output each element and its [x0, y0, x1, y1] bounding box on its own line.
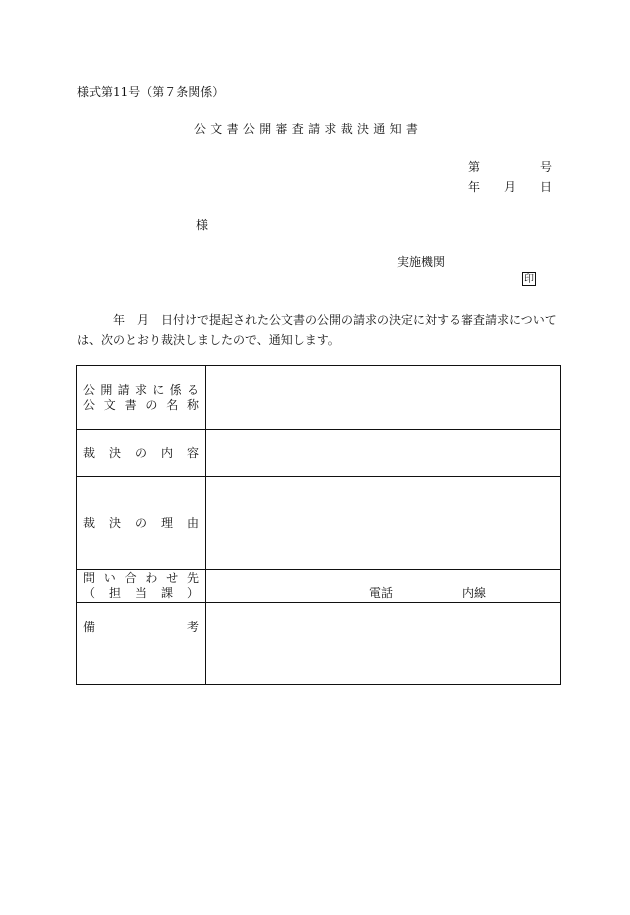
table-row-remarks — [77, 603, 561, 685]
body-text-line2: は、次のとおり裁決しましたので、通知します。 — [77, 333, 340, 347]
label-cell — [77, 603, 206, 685]
decision-content-field[interactable] — [206, 430, 561, 477]
notification-table — [76, 365, 561, 685]
date-month-label: 月 — [504, 180, 517, 194]
document-title: 公文書公開審査請求裁決通知書 — [194, 122, 423, 136]
document-name-field[interactable] — [206, 366, 561, 430]
date-day-label: 日 — [540, 180, 553, 194]
table-row-document-name — [77, 366, 561, 430]
row-label-line: 公文書の名称 — [83, 397, 199, 412]
issuer-label: 実施機関 — [397, 255, 446, 269]
body-text-line1: 日付けで提起された公文書の公開の請求の決定に対する審査請求について — [161, 313, 557, 327]
row-label-line: 裁決の理由 — [83, 515, 199, 530]
row-label-line: 備考 — [83, 620, 199, 634]
telephone-label: 電話 — [369, 586, 394, 600]
form-number: 様式第11号（第７条関係） — [77, 85, 225, 99]
body-month-label: 月 — [137, 313, 150, 327]
table-row-decision-content — [77, 430, 561, 477]
reference-number-suffix: 号 — [540, 160, 553, 174]
label-cell — [77, 570, 206, 603]
body-year-label: 年 — [113, 313, 126, 327]
row-label-line: （担当課） — [83, 586, 199, 600]
decision-reason-field[interactable] — [206, 477, 561, 570]
contact-field[interactable] — [206, 570, 561, 603]
label-cell — [77, 366, 206, 430]
table-row-contact — [77, 570, 561, 603]
reference-number-prefix: 第 — [468, 160, 481, 174]
body-paragraph — [77, 310, 559, 350]
seal-mark: 印 — [524, 274, 534, 285]
label-cell — [77, 430, 206, 477]
addressee-honorific: 様 — [196, 218, 209, 232]
row-label-line: 公開請求に係る — [83, 382, 199, 397]
date-year-label: 年 — [468, 180, 481, 194]
row-label-line: 問い合わせ先 — [83, 571, 199, 585]
remarks-field[interactable] — [206, 603, 561, 685]
row-label-line: 裁決の内容 — [83, 445, 199, 460]
extension-label: 内線 — [462, 586, 487, 600]
table-row-decision-reason — [77, 477, 561, 570]
label-cell — [77, 477, 206, 570]
